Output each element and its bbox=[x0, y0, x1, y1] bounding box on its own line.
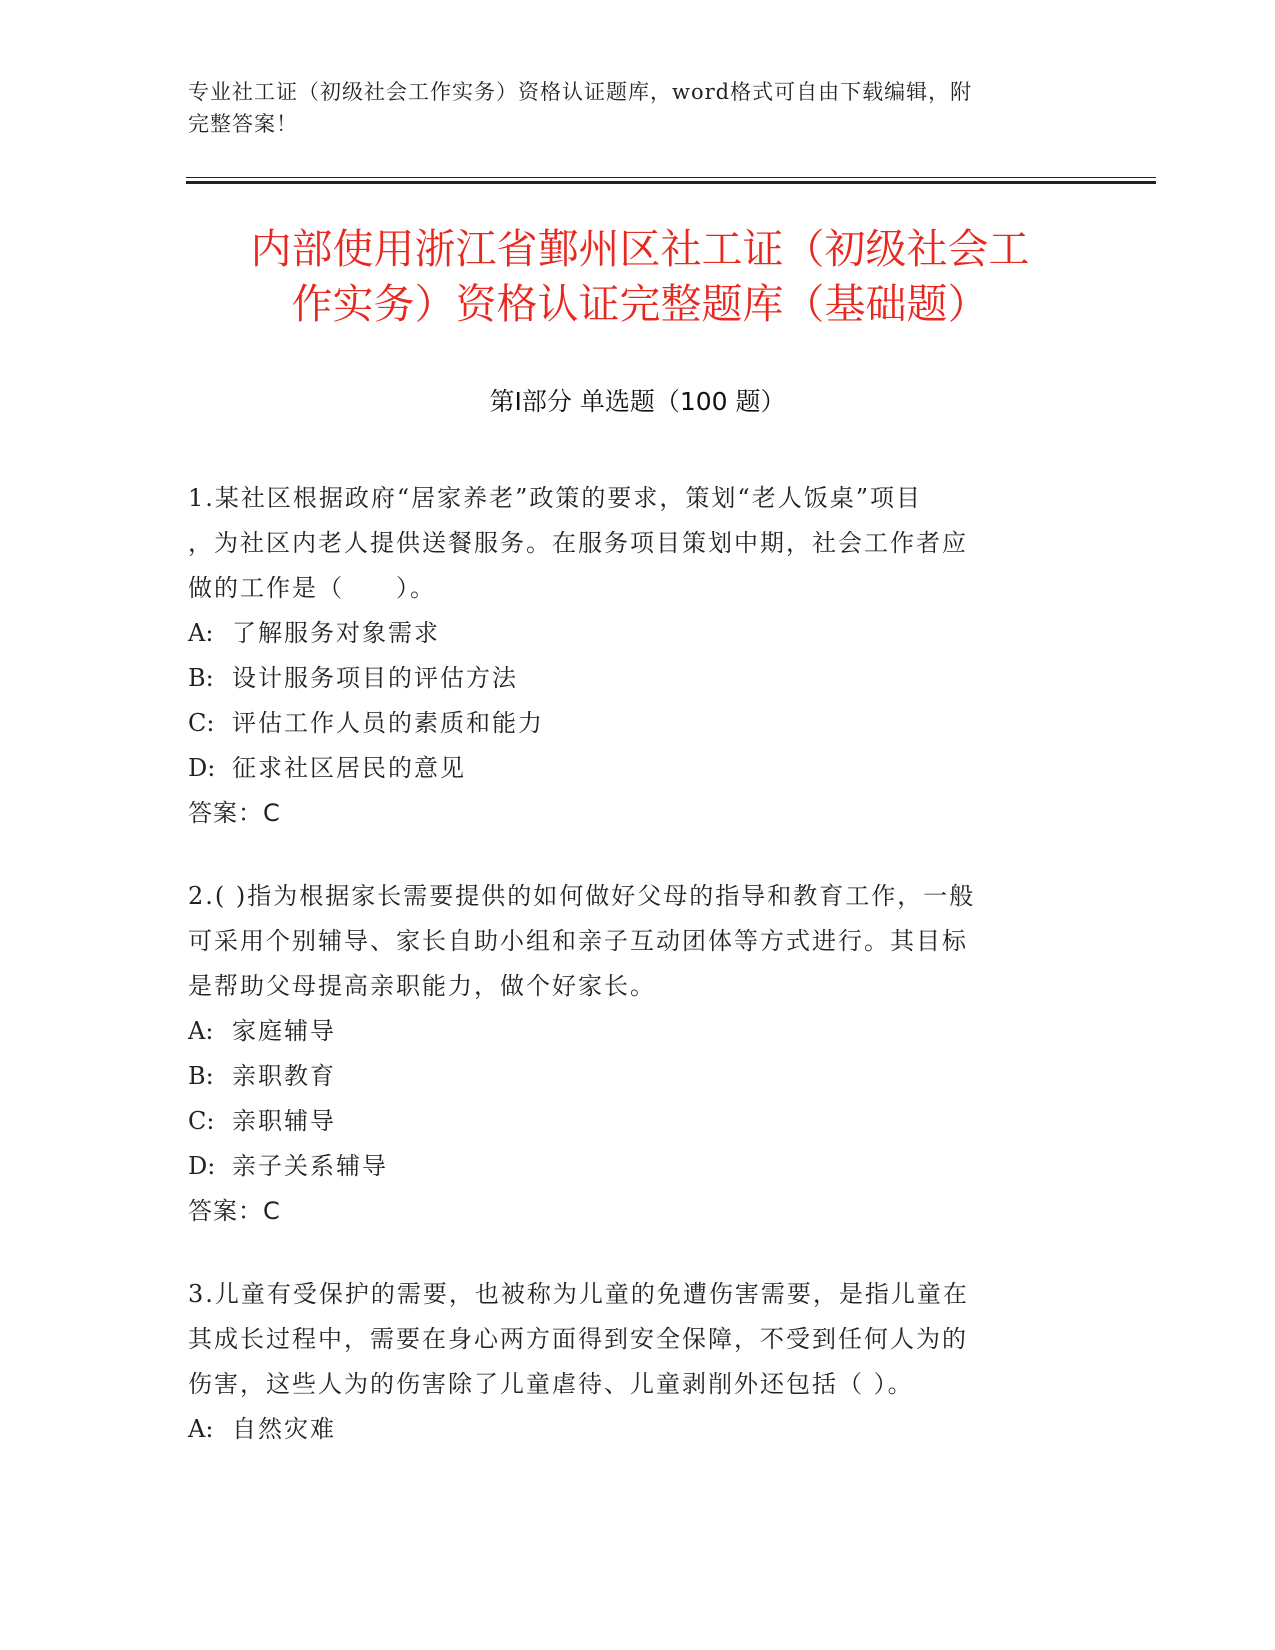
answer-key: 答案：C bbox=[188, 799, 281, 827]
option-letter: C: bbox=[188, 1107, 215, 1135]
question-stem-line: 1.某社区根据政府“居家养老”政策的要求，策划“老人饭桌”项目 bbox=[188, 484, 922, 512]
option-text: 设计服务项目的评估方法 bbox=[232, 664, 518, 692]
section-title: 第Ⅰ部分 单选题（100 题） bbox=[489, 387, 786, 416]
answer-option bbox=[188, 1144, 1068, 1189]
option-letter: A: bbox=[188, 619, 214, 647]
answer-option bbox=[188, 1009, 1068, 1054]
document-title-line: 内部使用浙江省鄞州区社工证（初级社会工 bbox=[250, 225, 1030, 273]
question-stem-line: 可采用个别辅导、家长自助小组和亲子互动团体等方式进行。其目标 bbox=[188, 927, 968, 955]
question-stem-line: 伤害，这些人为的伤害除了儿童虐待、儿童剥削外还包括（ ）。 bbox=[188, 1370, 914, 1398]
option-text: 征求社区居民的意见 bbox=[232, 754, 466, 782]
option-letter: B: bbox=[188, 664, 214, 692]
question-stem-line: ，为社区内老人提供送餐服务。在服务项目策划中期，社会工作者应 bbox=[188, 529, 968, 557]
option-letter: A: bbox=[188, 1017, 214, 1045]
option-letter: C: bbox=[188, 709, 215, 737]
question-list bbox=[188, 476, 1068, 1490]
answer-option bbox=[188, 1054, 1068, 1099]
question-item bbox=[188, 1272, 1068, 1452]
option-text: 家庭辅导 bbox=[232, 1017, 336, 1045]
option-letter: D: bbox=[188, 754, 216, 782]
question-item bbox=[188, 476, 1068, 836]
document-title bbox=[190, 222, 1090, 332]
question-item bbox=[188, 874, 1068, 1234]
answer-option bbox=[188, 1407, 1068, 1452]
answer-key: 答案：C bbox=[188, 1197, 281, 1225]
option-letter: B: bbox=[188, 1062, 214, 1090]
answer-option bbox=[188, 701, 1068, 746]
document-title-line: 作实务）资格认证完整题库（基础题） bbox=[291, 280, 989, 328]
option-text: 评估工作人员的素质和能力 bbox=[232, 709, 544, 737]
option-text: 亲职教育 bbox=[232, 1062, 336, 1090]
question-stem-line: 3.儿童有受保护的需要，也被称为儿童的免遭伤害需要，是指儿童在 bbox=[188, 1280, 969, 1308]
answer-option bbox=[188, 746, 1068, 791]
header-divider-thin bbox=[186, 177, 1156, 178]
option-letter: D: bbox=[188, 1152, 216, 1180]
question-stem-line: 其成长过程中，需要在身心两方面得到安全保障，不受到任何人为的 bbox=[188, 1325, 968, 1353]
option-text: 自然灾难 bbox=[232, 1415, 336, 1443]
header-note-line: 专业社工证（初级社会工作实务）资格认证题库，word格式可自由下载编辑，附 bbox=[188, 80, 973, 104]
option-text: 亲职辅导 bbox=[232, 1107, 336, 1135]
question-stem-line: 2.( )指为根据家长需要提供的如何做好父母的指导和教育工作，一般 bbox=[188, 882, 976, 910]
option-letter: A: bbox=[188, 1415, 214, 1443]
option-text: 亲子关系辅导 bbox=[232, 1152, 388, 1180]
answer-option bbox=[188, 656, 1068, 701]
header-divider-thick bbox=[186, 181, 1156, 184]
answer-option bbox=[188, 611, 1068, 656]
header-note-line: 完整答案！ bbox=[188, 112, 298, 136]
option-text: 了解服务对象需求 bbox=[232, 619, 440, 647]
question-stem-line: 做的工作是（ ）。 bbox=[188, 574, 436, 602]
header-note bbox=[188, 76, 1088, 140]
answer-option bbox=[188, 1099, 1068, 1144]
question-stem-line: 是帮助父母提高亲职能力，做个好家长。 bbox=[188, 972, 656, 1000]
